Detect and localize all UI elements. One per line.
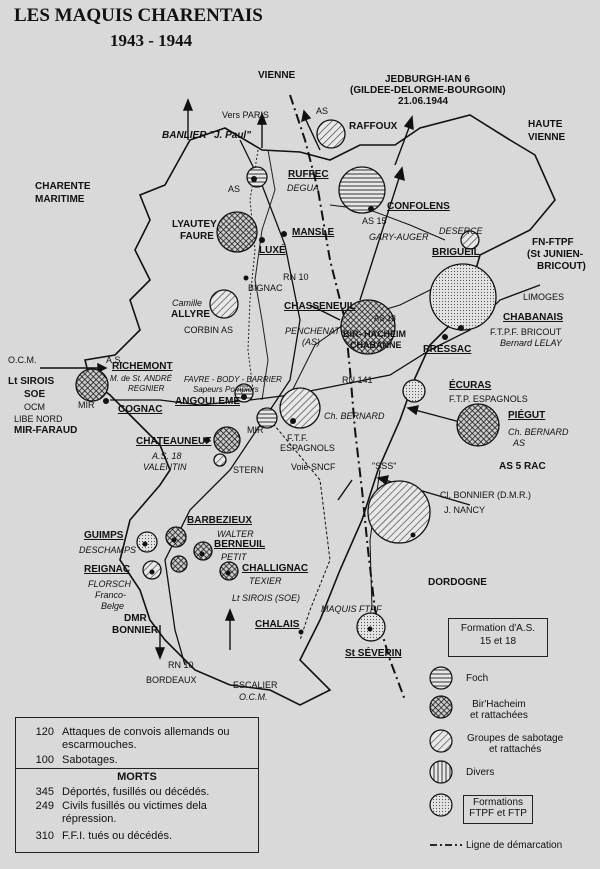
- circle-stern: [214, 454, 226, 466]
- stat-civils: 249 Civils fusillés ou victimes dela répression.: [35, 800, 207, 825]
- circle-piegut: [457, 404, 499, 446]
- label-lyautey: LYAUTEY: [172, 219, 217, 230]
- circle-richemont: [76, 369, 108, 401]
- region-dordogne: DORDOGNE: [428, 577, 487, 588]
- label-sapeurs: Sapeurs Pompiers: [193, 385, 259, 394]
- label-vers-paris: Vers PARIS: [222, 110, 269, 120]
- label-ecuras: ÉCURAS: [449, 380, 492, 391]
- circle-ecuras: [403, 380, 425, 402]
- label-pressac: PRESSAC: [423, 344, 472, 355]
- label-reignac: REIGNAC: [84, 564, 131, 575]
- label-as-ruffec: AS: [228, 184, 241, 194]
- region-charente-maritime-2: MARITIME: [35, 194, 85, 205]
- circle-allyre: [210, 290, 238, 318]
- region-haute-vienne-1: HAUTE: [528, 119, 563, 130]
- label-mir: MIR: [247, 425, 264, 435]
- map-title: LES MAQUIS CHARENTAIS: [14, 5, 263, 26]
- circle-guimps: [137, 532, 157, 552]
- label-confolens: CONFOLENS: [387, 201, 450, 212]
- label-petit: PETIT: [221, 552, 247, 562]
- label-birhacheim: BIR- HACHEIM: [343, 329, 406, 339]
- label-ocm-left: O.C.M.: [8, 355, 37, 365]
- legend-swatches: [430, 667, 462, 845]
- label-degua: DEGUA: [287, 183, 320, 193]
- label-ocm-bottom: O.C.M.: [239, 692, 268, 702]
- label-ocm2: OCM: [24, 402, 45, 412]
- label-as18: AS 18: [374, 314, 396, 323]
- label-cognac: COGNAC: [118, 404, 163, 415]
- circle-ruffec: [247, 167, 267, 187]
- label-escalier: ESCALIER: [233, 680, 278, 690]
- label-m-st-andre: M. de St. ANDRÉ: [110, 374, 172, 383]
- label-ruffec: RUFFEC: [288, 169, 329, 180]
- label-franco: Franco-: [95, 590, 127, 600]
- label-rn10-bottom: RN 10: [168, 660, 194, 670]
- label-fnftpf-1: FN-FTPF: [532, 237, 574, 248]
- stats-box: [15, 717, 259, 853]
- label-libe-nord: LIBE NORD: [14, 414, 63, 424]
- label-walter: WALTER: [217, 529, 254, 539]
- label-st-severin: St SÉVERIN: [345, 648, 402, 659]
- stat-ffi: 310 F.F.I. tués ou décédés.: [35, 830, 173, 842]
- morts-heading: MORTS: [117, 771, 157, 783]
- legend-divers: Divers: [466, 767, 495, 778]
- label-richemont: RICHEMONT: [112, 361, 173, 372]
- label-as18b: A.S. 18: [152, 451, 182, 461]
- label-as-piegut: AS: [513, 438, 526, 448]
- label-chabanais: CHABANAIS: [503, 312, 563, 323]
- jedburgh-1: JEDBURGH-IAN 6: [385, 74, 471, 85]
- legend-foch: Foch: [466, 673, 489, 684]
- label-as-left: A.S.: [106, 355, 124, 365]
- label-chateauneuf: CHATEAUNEUF: [136, 436, 212, 447]
- circle-chateauneuf: [214, 427, 240, 453]
- stat-deportes: 345 Déportés, fusillés ou décédés.: [35, 786, 210, 798]
- label-maquis-ftpf: MAQUIS FTPF: [321, 604, 382, 614]
- label-camille: Camille: [172, 298, 203, 308]
- label-chalais: CHALAIS: [255, 619, 300, 630]
- circle-raffoux: [317, 120, 345, 148]
- label-as5rac: AS 5 RAC: [499, 461, 546, 472]
- label-as-top: AS: [316, 106, 329, 116]
- label-lt-sirois-soe: Lt SIROIS (SOE): [232, 593, 301, 603]
- stat-sabotages: 100 Sabotages.: [35, 754, 118, 766]
- label-chasseneuil: CHASSENEUIL: [284, 301, 356, 312]
- label-ftpf-bricout: F.T.P.F. BRICOUT: [490, 327, 562, 337]
- label-luxe: LUXÉ: [259, 245, 286, 256]
- label-ftp-espagnols-r: F.T.P. ESPAGNOLS: [449, 394, 528, 404]
- label-cl-bonnier: Cl. BONNIER (D.M.R.): [440, 490, 531, 500]
- label-faure: FAURE: [180, 231, 214, 242]
- label-ch-bernard2: Ch. BERNARD: [508, 427, 569, 437]
- label-as15: AS 15: [362, 216, 387, 226]
- label-dmr: DMR: [124, 613, 147, 624]
- label-chabanne: CHABANNE: [350, 340, 402, 350]
- label-allyre: ALLYRE: [171, 309, 211, 320]
- label-fnftpf-2: (St JUNIEN-: [527, 249, 584, 260]
- label-rn141: RN 141: [342, 375, 373, 385]
- label-brigueil: BRIGUEIL: [432, 247, 480, 258]
- label-guimps: GUIMPS: [84, 530, 124, 541]
- label-bordeaux: BORDEAUX: [146, 675, 197, 685]
- label-deschamps: DESCHAMPS: [79, 545, 137, 555]
- label-bignac: BIGNAC: [248, 283, 283, 293]
- region-charente-maritime-1: CHARENTE: [35, 181, 91, 192]
- label-sss: "SSS": [372, 461, 397, 471]
- label-favre: FAVRE - BODY - BARRIER: [184, 375, 282, 384]
- label-bernard-lelay: Bernard LELAY: [500, 338, 562, 348]
- label-belge: Belge: [101, 601, 125, 611]
- circle-chabanais: [430, 264, 496, 330]
- label-rn10-top: RN 10: [283, 272, 309, 282]
- label-fnftpf-3: BRICOUT): [537, 261, 586, 272]
- label-bonnier: BONNIER: [112, 625, 159, 636]
- label-limoges: LIMOGES: [523, 292, 565, 302]
- legend-heading: Formation d'A.S. 15 et 18: [448, 618, 548, 657]
- label-lt-sirois: Lt SIROIS: [8, 376, 55, 387]
- label-mansle: MANSLE: [292, 227, 335, 238]
- label-valentin: VALENTIN: [143, 462, 187, 472]
- label-florsch: FLORSCH: [88, 579, 132, 589]
- label-espagnols: ESPAGNOLS: [280, 443, 335, 453]
- stat-convois: 120 Attaques de convois allemands ou escarmouches.: [35, 726, 230, 751]
- label-angouleme: ANGOULEME: [175, 396, 240, 407]
- label-voie-sncf: Voie SNCF: [291, 462, 336, 472]
- label-corbin: CORBIN AS: [184, 325, 234, 335]
- label-berneuil: BERNEUIL: [214, 539, 266, 550]
- circle-angouleme: [280, 388, 320, 428]
- label-regnier: REGNIER: [128, 384, 165, 393]
- label-mir-faraud: MIR-FARAUD: [14, 425, 78, 436]
- label-banlier: BANLIER "J. Paul": [162, 130, 251, 141]
- map-subtitle: 1943 - 1944: [110, 31, 193, 50]
- circle-barbezieux: [166, 527, 186, 547]
- region-vienne: VIENNE: [258, 70, 296, 81]
- label-texier: TEXIER: [249, 576, 282, 586]
- label-mir-left: MIR: [78, 400, 95, 410]
- label-barbezieux: BARBEZIEUX: [187, 515, 253, 526]
- label-challignac: CHALLIGNAC: [242, 563, 309, 574]
- label-penchenat: PENCHENAT: [285, 326, 340, 336]
- legend-birhacheim: Bir'Hacheim et rattachées: [470, 699, 528, 721]
- legend-sabotage: Groupes de sabotage et rattachés: [467, 733, 564, 755]
- label-penchenat-as: (AS): [302, 337, 320, 347]
- label-ftf: F.T.F.: [287, 433, 309, 443]
- circle-confolens: [339, 167, 385, 213]
- legend-ftpf: Formations FTPF et FTP: [463, 795, 533, 824]
- circle-bonnier: [368, 481, 430, 543]
- label-j-nancy: J. NANCY: [444, 505, 486, 515]
- circle-petit: [171, 556, 187, 572]
- region-haute-vienne-2: VIENNE: [528, 132, 566, 143]
- label-soe: SOE: [24, 389, 46, 400]
- legend-demarcation: Ligne de démarcation: [466, 840, 563, 851]
- jedburgh-2: (GILDEE-DELORME-BOURGOIN): [350, 85, 506, 96]
- label-stern: STERN: [233, 465, 264, 475]
- circle-lyautey: [217, 212, 257, 252]
- label-deserce: DESERCE: [439, 226, 483, 236]
- circle-berneuil: [194, 542, 212, 560]
- label-gary-auger: GARY-AUGER: [369, 232, 429, 242]
- label-raffoux: RAFFOUX: [349, 121, 398, 132]
- label-piegut: PIÉGUT: [508, 410, 546, 421]
- jedburgh-3: 21.06.1944: [398, 96, 449, 107]
- label-ch-bernard: Ch. BERNARD: [324, 411, 385, 421]
